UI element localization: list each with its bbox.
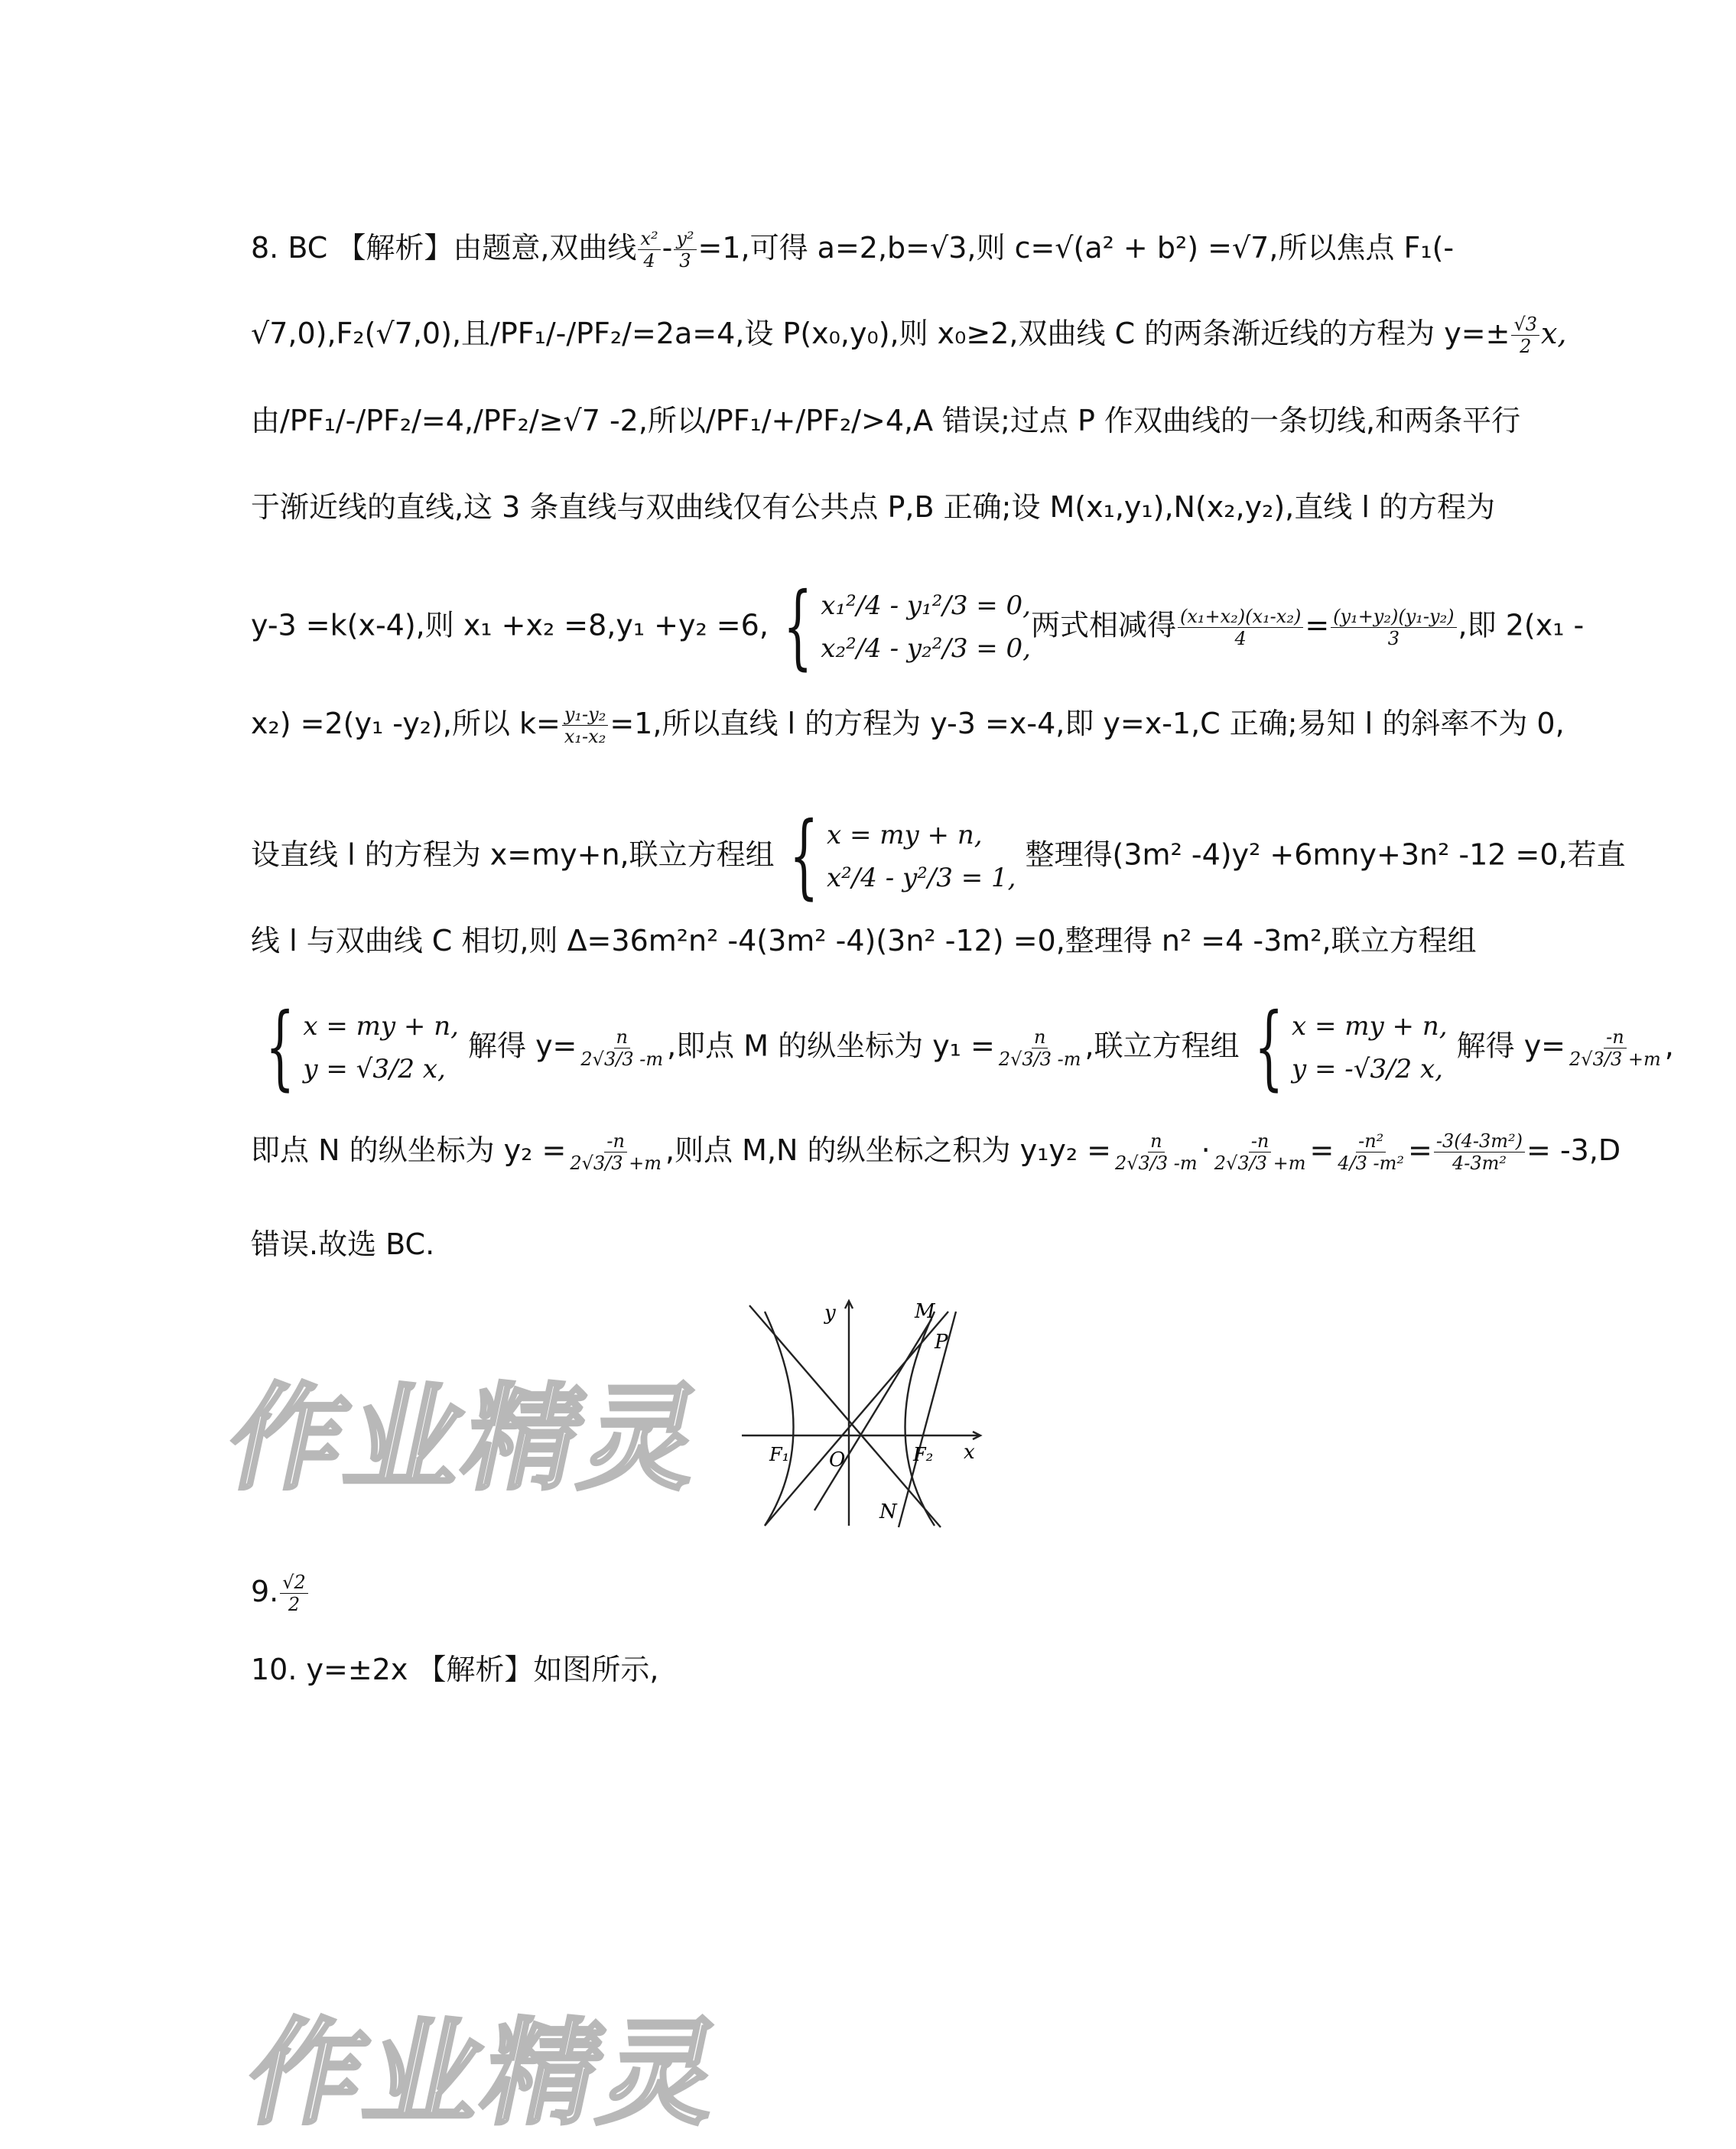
fraction: $\frac{\text{-n²}}{\text{4/3 -m²}}$: [1338, 1130, 1405, 1174]
p8-line1: 8. BC 【解析】由题意,双曲线 $\frac{\text{x²}}{4}$ - $\frac{\text{y²}}{3}$ =1,可得 a=2,b=√3,则 c=√(a² + b²) =√7,所以焦点 F₁(-: [251, 228, 1455, 271]
watermark: 作业精灵: [216, 1373, 717, 1506]
p8-line6: x₂) =2(y₁ -y₂),所以 k= $\frac{\text{y₁-y₂}}{\text{x₁-x₂}}$ =1,所以直线 l 的方程为 y-3 =x-4,即 y=x-1,C 正确;易知 l 的斜率不为 0,: [251, 704, 1565, 747]
problem9: 9. $\frac{√2}{2}$: [251, 1572, 310, 1615]
point-P-label: P: [935, 1331, 948, 1354]
fraction: $\frac{\text{y²}}{3}$: [674, 228, 696, 271]
focus-F1-label: F₁: [769, 1444, 790, 1465]
fraction: $\frac{n}{2√3/3 -m}$: [1114, 1130, 1198, 1174]
p8-line11: 错误.故选 BC.: [251, 1227, 435, 1261]
point-N-label: N: [879, 1500, 897, 1523]
p8-line9: { x = my + n, y = √3/2 x, 解得 y= $\frac{n}{2√3/3 -m}$ ,即点 M 的纵坐标为 y₁ = $\frac{n}{2√3/3 -m}$ ,联立方程组 { x = my + n, y = -√3/2 x, 解得 y= $\frac{-n}{2√3/3 +m}$ ,: [251, 1002, 1674, 1094]
problem10: 10. y=±2x 【解析】如图所示,: [251, 1653, 659, 1686]
x-axis-label: x: [964, 1441, 975, 1464]
fraction: $\frac{-n}{2√3/3 +m}$: [570, 1130, 662, 1174]
equation-system: { x = my + n, x²/4 - y²/3 = 1,: [788, 803, 1016, 909]
equation-system: { x = my + n, y = -√3/2 x,: [1253, 994, 1448, 1101]
point-M-label: M: [915, 1300, 935, 1323]
equation-system: { x₁²/4 - y₁²/3 = 0, x₂²/4 - y₂²/3 = 0,: [782, 574, 1031, 680]
equation-system: { x = my + n, y = √3/2 x,: [265, 994, 459, 1101]
fraction: $\frac{n}{2√3/3 -m}$: [580, 1026, 664, 1070]
fraction: $\frac{\text{-3(4-3m²)}}{\text{4-3m²}}$: [1434, 1130, 1525, 1174]
p8-line7: 设直线 l 的方程为 x=my+n,联立方程组 { x = my + n, x²/4 - y²/3 = 1, 整理得(3m² -4)y² +6mny+3n² -12 =0,若直: [251, 803, 1626, 909]
focus-F2-label: F₂: [913, 1444, 934, 1465]
y-axis-label: y: [824, 1302, 836, 1325]
origin-O-label: O: [829, 1448, 846, 1471]
fraction: $\frac{\text{(x₁+x₂)(x₁-x₂)}}{4}$: [1178, 606, 1303, 649]
fraction: $\frac{-n}{2√3/3 +m}$: [1569, 1026, 1661, 1070]
fraction: $\frac{\text{y₁-y₂}}{\text{x₁-x₂}}$: [562, 704, 608, 747]
asymptote-line: [749, 1305, 941, 1527]
hyperbola-figure: [734, 1296, 994, 1533]
fraction: $\frac{√3}{2}$: [1511, 314, 1539, 357]
p8-line3: 由/PF₁/-/PF₂/=4,/PF₂/≥√7 -2,所以/PF₁/+/PF₂/>4,A 错误;过点 P 作双曲线的一条切线,和两条平行: [251, 404, 1521, 437]
p8-line2: √7,0),F₂(√7,0),且/PF₁/-/PF₂/=2a=4,设 P(x₀,y₀),则 x₀≥2,双曲线 C 的两条渐近线的方程为 y=± $\frac{√3}{2}$ x,: [251, 314, 1567, 357]
left-branch: [765, 1312, 794, 1526]
watermark: 作业精灵: [236, 2008, 736, 2141]
p8-line10: 即点 N 的纵坐标为 y₂ = $\frac{-n}{2√3/3 +m}$ ,则点 M,N 的纵坐标之积为 y₁y₂ = $\frac{n}{2√3/3 -m}$ · $\frac{-n}{2√3/3 +m}$ = $\frac{\text{-n²}}{\text{4/3 -m²}}$ = $\frac{\text{-3(4-3m²)}}{\text{4-3m²}}$ = -3,D: [251, 1130, 1621, 1174]
fraction: $\frac{n}{2√3/3 -m}$: [998, 1026, 1081, 1070]
fraction: $\frac{\text{(y₁+y₂)(y₁-y₂)}}{3}$: [1331, 606, 1456, 649]
p8-line5: y-3 =k(x-4),则 x₁ +x₂ =8,y₁ +y₂ =6, { x₁²/4 - y₁²/3 = 0, x₂²/4 - y₂²/3 = 0, 两式相减得 $\frac{\text{(x₁+x₂)(x₁-x₂)}}{4}$ = $\frac{\text{(y₁+y₂)(y₁-y₂)}}{3}$ ,即 2(x₁ -: [251, 574, 1585, 680]
p8-line4: 于渐近线的直线,这 3 条直线与双曲线仅有公共点 P,B 正确;设 M(x₁,y₁),N(x₂,y₂),直线 l 的方程为: [251, 490, 1495, 524]
fraction: $\frac{\text{x²}}{4}$: [638, 228, 660, 271]
p8-line8: 线 l 与双曲线 C 相切,则 Δ=36m²n² -4(3m² -4)(3n² -12) =0,整理得 n² =4 -3m²,联立方程组: [251, 924, 1477, 957]
fraction: $\frac{√2}{2}$: [280, 1572, 308, 1615]
fraction: $\frac{-n}{2√3/3 +m}$: [1214, 1130, 1306, 1174]
